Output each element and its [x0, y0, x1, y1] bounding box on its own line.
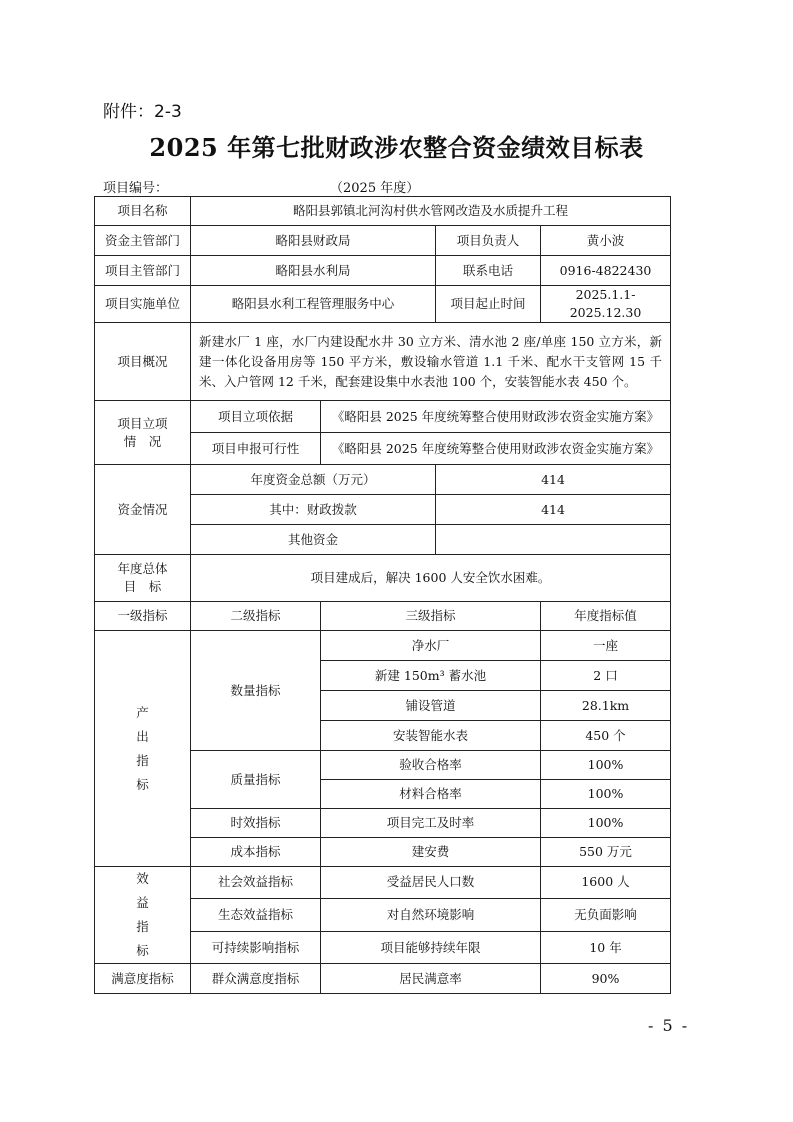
output-label-char: 产 — [136, 704, 149, 720]
timeliness-label: 时效指标 — [191, 809, 321, 838]
indicator-value: 1600 人 — [541, 867, 671, 899]
goal-value: 项目建成后，解决 1600 人安全饮水困难。 — [191, 555, 671, 602]
indicator-value: 100% — [541, 780, 671, 809]
year-label: （2025 年度） — [330, 181, 420, 196]
benefit-label-char: 效 — [136, 871, 149, 886]
period-label: 项目起止时间 — [436, 286, 541, 323]
attachment-label: 附件：2-3 — [103, 102, 182, 122]
table-row — [95, 197, 671, 226]
indicator-name: 项目能够持续年限 — [321, 932, 541, 964]
output-label-char: 标 — [136, 776, 149, 792]
table-row — [95, 256, 671, 286]
indicator-name: 居民满意率 — [321, 964, 541, 994]
leader-value: 黄小波 — [541, 226, 671, 256]
output-label — [95, 631, 191, 867]
funds-fiscal-label: 其中：财政拨款 — [191, 495, 436, 525]
project-dept-value: 略阳县水利局 — [191, 256, 436, 286]
quantity-label: 数量指标 — [191, 631, 321, 751]
approval-label-line1: 项目立项 — [117, 415, 168, 431]
indicator-name: 建安费 — [321, 838, 541, 867]
social-label: 社会效益指标 — [191, 867, 321, 899]
benefit-label-char: 益 — [136, 895, 149, 910]
eco-label: 生态效益指标 — [191, 898, 321, 931]
indicator-value: 2 口 — [541, 661, 671, 691]
project-number-label: 项目编号： — [103, 181, 169, 196]
phone-label: 联系电话 — [436, 256, 541, 286]
header-level1: 一级指标 — [95, 602, 191, 631]
funds-other-label: 其他资金 — [191, 525, 436, 555]
impl-unit-label: 项目实施单位 — [95, 286, 191, 323]
feasibility-label: 项目申报可行性 — [191, 433, 321, 465]
table-row — [95, 401, 671, 433]
benefit-label-char: 标 — [136, 943, 149, 958]
indicator-value: 一座 — [541, 631, 671, 661]
table-row — [95, 226, 671, 256]
period-value: 2025.1.1-2025.12.30 — [541, 286, 671, 323]
funds-total-value: 414 — [436, 465, 671, 495]
output-label-char: 出 — [136, 728, 149, 744]
page-number: - 5 - — [648, 1016, 690, 1035]
header-level2: 二级指标 — [191, 602, 321, 631]
benefit-label-char: 指 — [136, 919, 149, 934]
indicator-name: 对自然环境影响 — [321, 898, 541, 931]
satisfaction-label: 满意度指标 — [95, 964, 191, 994]
goal-label-line1: 年度总体 — [117, 561, 168, 576]
funds-fiscal-value: 414 — [436, 495, 671, 525]
indicator-name: 材料合格率 — [321, 780, 541, 809]
indicator-name: 受益居民人口数 — [321, 867, 541, 899]
project-dept-label: 项目主管部门 — [95, 256, 191, 286]
overview-label: 项目概况 — [95, 323, 191, 401]
phone-value: 0916-4822430 — [541, 256, 671, 286]
table-row — [95, 631, 671, 661]
funds-label: 资金情况 — [95, 465, 191, 555]
indicator-value: 100% — [541, 809, 671, 838]
project-name-value: 略阳县郭镇北河沟村供水管网改造及水质提升工程 — [191, 197, 671, 226]
funds-total-label: 年度资金总额（万元） — [191, 465, 436, 495]
indicator-value: 无负面影响 — [541, 898, 671, 931]
table-row — [95, 602, 671, 631]
basis-value: 《略阳县 2025 年度统筹整合使用财政涉农资金实施方案》 — [321, 401, 671, 433]
indicator-name: 铺设管道 — [321, 691, 541, 721]
table-row — [95, 323, 671, 401]
funds-other-value — [436, 525, 671, 555]
indicator-name: 安装智能水表 — [321, 721, 541, 751]
approval-label-line2: 情 况 — [123, 433, 162, 449]
impl-unit-value: 略阳县水利工程管理服务中心 — [191, 286, 436, 323]
satisfaction-sub-label: 群众满意度指标 — [191, 964, 321, 994]
overview-value: 新建水厂 1 座，水厂内建设配水井 30 立方米、清水池 2 座/单座 150 立方米，新建一体化设备用房等 150 平方米，敷设输水管道 1.1 千米、配水干支管网 15 千米、入户管网 12 千米，配套建设集中水表池 100 个，安装智能水表 450 个。 — [191, 323, 671, 401]
table-row — [95, 465, 671, 495]
indicator-name: 新建 150m³ 蓄水池 — [321, 661, 541, 691]
project-name-label: 项目名称 — [95, 197, 191, 226]
approval-label — [95, 401, 191, 465]
indicator-value: 28.1km — [541, 691, 671, 721]
leader-label: 项目负责人 — [436, 226, 541, 256]
table-row — [95, 555, 671, 602]
indicator-name: 净水厂 — [321, 631, 541, 661]
sustain-label: 可持续影响指标 — [191, 932, 321, 964]
indicator-name: 验收合格率 — [321, 751, 541, 780]
quality-label: 质量指标 — [191, 751, 321, 809]
benefit-label — [95, 867, 191, 964]
indicator-value: 450 个 — [541, 721, 671, 751]
goal-label — [95, 555, 191, 602]
table-row — [95, 867, 671, 899]
indicator-value: 10 年 — [541, 932, 671, 964]
feasibility-value: 《略阳县 2025 年度统筹整合使用财政涉农资金实施方案》 — [321, 433, 671, 465]
fund-dept-value: 略阳县财政局 — [191, 226, 436, 256]
output-label-char: 指 — [136, 752, 149, 768]
indicator-value: 100% — [541, 751, 671, 780]
table-row — [95, 286, 671, 323]
fund-dept-label: 资金主管部门 — [95, 226, 191, 256]
header-value: 年度指标值 — [541, 602, 671, 631]
goal-label-line2: 目 标 — [123, 579, 162, 594]
indicator-name: 项目完工及时率 — [321, 809, 541, 838]
table-row — [95, 964, 671, 994]
cost-label: 成本指标 — [191, 838, 321, 867]
document-title: 2025 年第七批财政涉农整合资金绩效目标表 — [149, 133, 644, 162]
indicator-value: 550 万元 — [541, 838, 671, 867]
header-level3: 三级指标 — [321, 602, 541, 631]
performance-target-table — [94, 196, 671, 994]
indicator-value: 90% — [541, 964, 671, 994]
basis-label: 项目立项依据 — [191, 401, 321, 433]
